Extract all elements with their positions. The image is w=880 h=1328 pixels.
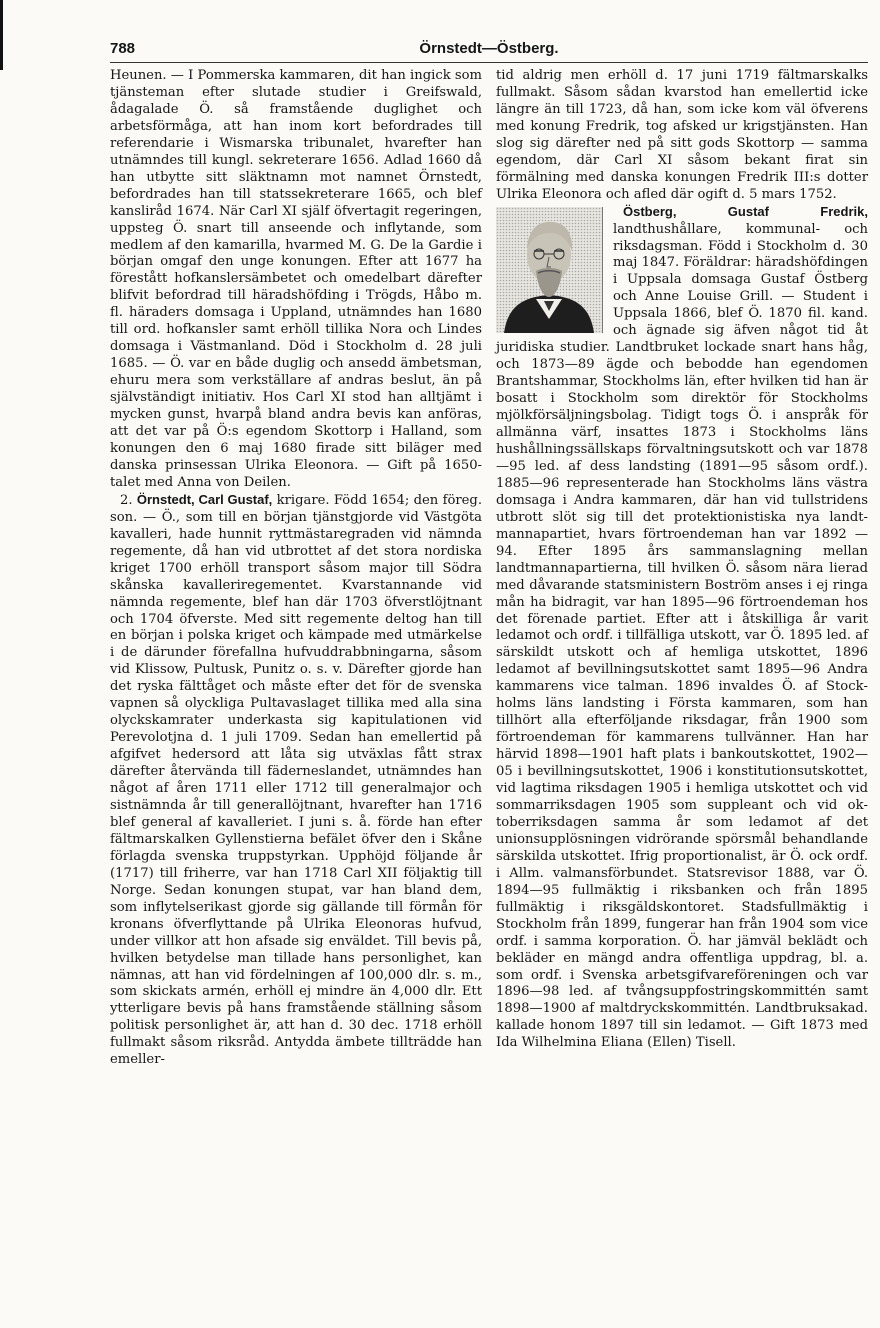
text-columns [110, 68, 868, 1268]
running-title: Örnstedt—Östberg. [419, 40, 559, 57]
entry-number: 2. [120, 492, 133, 508]
page-header [110, 36, 868, 63]
entry-ornstedt-carl-gustaf-continued: tid aldrig men erhöll d. 17 juni 1719 fältmarskalks fullmakt. Såsom sådan kvarstod han emellertid icke längre än till 1723, då han, som icke kom väl öfverens med konung Fredrik, tog afsked ur krigstjänsten. Han slog sig därefter ned på sitt gods Skottorp — samma egendom, där Carl XI såsom bekant firat sin förmälning med danska konungen Fredrik III:s dotter Ulrika Eleonora och afled där ogift d. 5 mars 1752. [496, 68, 868, 202]
entry-ornstedt-continued: Heunen. — I Pommerska kammaren, dit han ingick som tjänsteman efter slutade studier i Greifswald, ådagalade Ö. så framstående duglighet och arbetsförmåga, att han inom kort befordrades till referendarie i Wismarska tribunalet, hvarefter han utnämndes till kungl. sekreterare 1656. Adlad 1660 då han utbytte sitt släktnamn mot namnet Örnstedt, befordrades han till statssekreterare 1665, och blef kansliråd 1674. När Carl XI själf öfvertagit regeringen, uppsteg Ö. snart till anseende och inflytande, som medlem af den kamarilla, hvarmed M. G. De la Gardie i början omgaf den unge konungen. Efter att 1677 ha förestått hofkanslersämbetet och omedelbart därefter blifvit befordrad till häradshöfding i Trögds, Håbo m. fl. häraders domsaga i Uppland, utnämndes han 1680 till ord. hofkansler samt erhöll tillika Nora och Lindes domsaga i Västmanland. Död i Stockholm d. 28 juli 1685. — Ö. var en både duglig och ansedd ämbetsman, ehuru mera som verkställare af andras beslut, än på självständigt initiativ. Hos Carl XI stod han alltjämt i mycken gunst, hvarpå bland andra bevis kan anföras, att det var på Ö:s egendom Skottorp i Halland, som konungen den 6 maj 1680 firade sitt biläger med danska prinsessan Ulrika Eleonora. — Gift på 1650-talet med Anna von Deilen. [110, 68, 482, 490]
entry-headword: Östberg, Gustaf Fredrik, [623, 203, 868, 219]
entry-ostberg-gustaf-fredrik [496, 204, 868, 1053]
entry-headword: Örnstedt, Carl Gustaf, [136, 491, 273, 507]
page-number: 788 [110, 40, 136, 57]
scan-edge-mark [0, 0, 3, 70]
entry-ornstedt-carl-gustaf [110, 492, 482, 1069]
left-column [110, 68, 482, 1069]
portrait-photo [496, 207, 603, 333]
entry-body: landthushållare, kommunal- och riksdagsman. Född i Stockholm d. 30 maj 1847. Föräldrar: häradshöfdingen i Uppsala domsaga Gustaf Östberg och Anne Louise Grill. — Student i Uppsala 1866, blef Ö. 1870 fil. kand. och ägnade sig äfven något tid åt juridiska studier. Landtbruket lockade snart hans håg, och 1873—89 ägde och bebodde han egendomen Brantshammar, Stockholms län, efter hvilken tid han är bosatt i Stockholm som direktör för Stockholms mjölkförsäljningsbolag. Tidigt togs Ö. i anspråk för allmänna värf, insattes 1873 i Stockholms läns hushållningssällskaps förvaltningsutskott och var 1878—95 led. af dess landsting (1891—95 såsom ordf.). 1885—96 representerade han Stockholms läns västra domsaga i Andra kammaren, där han vid tullstridens utbrott slöt sig till det protektionistiska nya landtmannapartiet, hvars förtroendeman han var 1892 — 94. Efter 1895 års sammanslagning mellan landtmannapartierna, till hvilken Ö. såsom nära lierad med dåvarande statsministern Boström anses i ej ringa mån ha bidragit, var han 1895—96 förtroendeman hos det förenade partiet. Efter att i åtskilliga år varit ledamot och ordf. i tillfälliga utskott, var Ö. 1895 led. af särskildt utskott och af hemliga utskottet, 1896 ledamot af bevillningsutskottet samt 1895—96 Andra kammarens vice talman. 1896 invaldes Ö. af Stockholms läns landsting i Första kammaren, som han tillhört alla efterföljande riksdagar, från 1900 som förtroendeman för kammarens tullvänner. Han har härvid 1898—1901 haft plats i bankoutskottet, 1902—05 i bevillningsutskottet, 1906 i konstitutionsutskottet, vid lagtima riksdagen 1905 i hemliga utskottet och vid sommarriksdagen 1905 som suppleant och vid oktoberriksdagen samma år som ledamot af det unionsupplösningen vidrörande spörsmål behandlande särskilda utskottet. Ifrig proportionalist, är Ö. ock ordf. i Allm. valmansförbundet. Statsrevisor 1888, var Ö. 1894—95 fullmäktig i riksbanken och från 1895 fullmäktig i riksgäldskontoret. Stadsfullmäktig i Stockholm från 1899, fungerar han från 1904 som vice ordf. i samma korporation. Ö. har jämväl beklädt och bekläder en mängd andra offentliga uppdrag, bl. a. som ordf. i Svenska arbetsgifvareföreningen och var 1896—98 led. af tvångsuppfostringskommittén samt 1898—1900 af maltdryckskommittén. Landtbruksakad. kallade honom 1897 till sin ledamot. — Gift 1873 med Ida Wilhelmina Eliana (Ellen) Tisell. [496, 221, 868, 1051]
right-column [496, 68, 868, 1052]
entry-body: krigare. Född 1654; den föreg. son. — Ö., som till en början tjänstgjorde vid Västgöta kavalleri, hade hunnit ryttmästaregraden vid nämnda regemente, då han vid utbrottet af det stora nordiska kriget 1700 erhöll transport såsom major till Södra skånska kavalleriregementet. Kvarstannande vid nämnda regemente, blef han där 1703 öfverstlöjtnant och 1704 öfverste. Med sitt regemente deltog han till en början i polska kriget och kämpade med utmärkelse i de därunder förefallna hufvuddrabbningarna, såsom vid Klissow, Pultusk, Punitz o. s. v. Därefter gjorde han det ryska fälttåget och måste efter det för de svenska vapnen så olyckliga Pultavaslaget tillika med alla sina olyckskamrater underkasta sig kapitulationen vid Perevolotjna d. 1 juli 1709. Sedan han emellertid på afgifvet hedersord att låta sig utväxlas fått strax därefter återvända till fäderneslandet, utnämndes han något af åren 1711 eller 1712 till generalmajor och sistnämnda år till generallöjtnant, hvarefter han 1716 blef general af kavalleriet. I juni s. å. förde han efter fältmarskalken Gyllenstierna befälet öfver den i Skåne förlagda svenska truppstyrkan. Upphöjd följande år (1717) till friherre, var han 1718 Carl XII följaktig till Norge. Sedan konungen stupat, var han bland dem, som inflytelserikast gjorde sig gällande till förmån för kronans öfverflyttande på Ulrika Eleonoras hufvud, under villkor att hon afsade sig enväldet. Till bevis på, hvilken betydelse man tillade hans personlighet, kan nämnas, att han vid fördelningen af 100,000 dlr. s. m., som skickats armén, erhöll ej mindre än 4,000 dlr. Ett ytterligare bevis på hans framstående ställning såsom politisk personlighet är, att han d. 30 dec. 1718 erhöll fullmakt såsom riksråd. Antydda ämbete tillträdde han emeller- [110, 492, 482, 1068]
encyclopedia-page [110, 36, 868, 1276]
portrait-engraving [496, 207, 602, 333]
